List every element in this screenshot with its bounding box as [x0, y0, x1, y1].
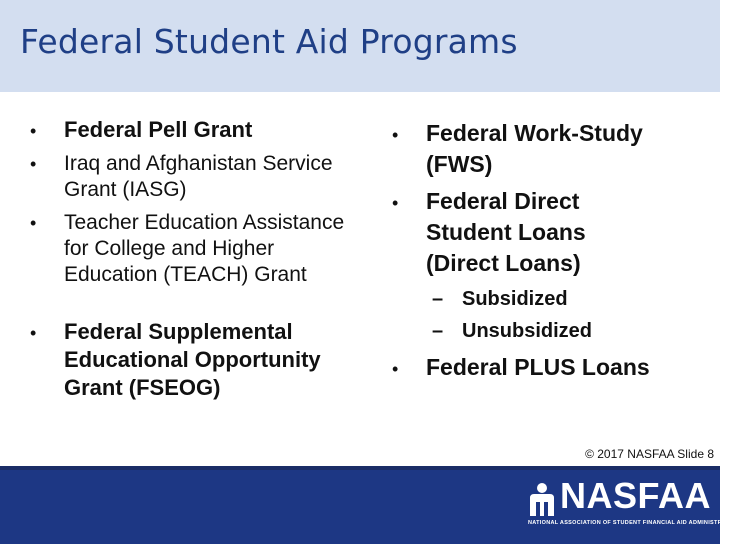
- list-item-text: Federal Work-Study (FWS): [426, 120, 643, 177]
- people-icon: [528, 482, 556, 516]
- list-item: [392, 186, 656, 279]
- sub-item-text: Subsidized: [462, 288, 568, 310]
- slide-title: Federal Student Aid Programs: [20, 22, 518, 61]
- list-item: [392, 118, 712, 180]
- logo-wordmark: NASFAA: [560, 475, 712, 516]
- sub-item-text: Unsubsidized: [462, 320, 593, 342]
- bullet-icon: •: [30, 323, 37, 343]
- title-band: [0, 0, 720, 92]
- list-item-text: Federal PLUS Loans: [426, 354, 650, 380]
- list-item-text: Teacher Education Assistance for College and Higher Education (TEACH) Grant: [64, 211, 345, 286]
- bullet-icon: •: [30, 154, 37, 174]
- list-item: [392, 352, 726, 383]
- bullet-icon: •: [392, 359, 399, 379]
- list-item-text: Iraq and Afghanistan Service Grant (IASG): [64, 152, 333, 201]
- logo-tagline: NATIONAL ASSOCIATION OF STUDENT FINANCIAL AID ADMINISTRATORS: [528, 520, 742, 526]
- dash-icon: –: [432, 320, 444, 342]
- dash-icon: –: [432, 288, 444, 310]
- bullet-icon: •: [30, 213, 37, 233]
- list-item: [30, 210, 364, 288]
- list-item-text: Federal Pell Grant: [64, 117, 253, 142]
- bullet-icon: •: [392, 193, 399, 213]
- list-item-text: Federal Supplemental Educational Opportunity Grant (FSEOG): [64, 319, 321, 400]
- list-item: [30, 151, 334, 203]
- sub-list-item: [432, 318, 592, 344]
- list-item: [30, 318, 354, 402]
- list-item-text: Federal Direct Student Loans (Direct Loans): [426, 188, 586, 276]
- copyright-slide-number: © 2017 NASFAA Slide 8: [585, 447, 714, 461]
- list-item: [30, 116, 354, 144]
- nasfaa-logo: [528, 475, 742, 528]
- sub-list-item: [432, 286, 568, 312]
- bullet-icon: •: [392, 125, 399, 145]
- bullet-icon: •: [30, 121, 37, 141]
